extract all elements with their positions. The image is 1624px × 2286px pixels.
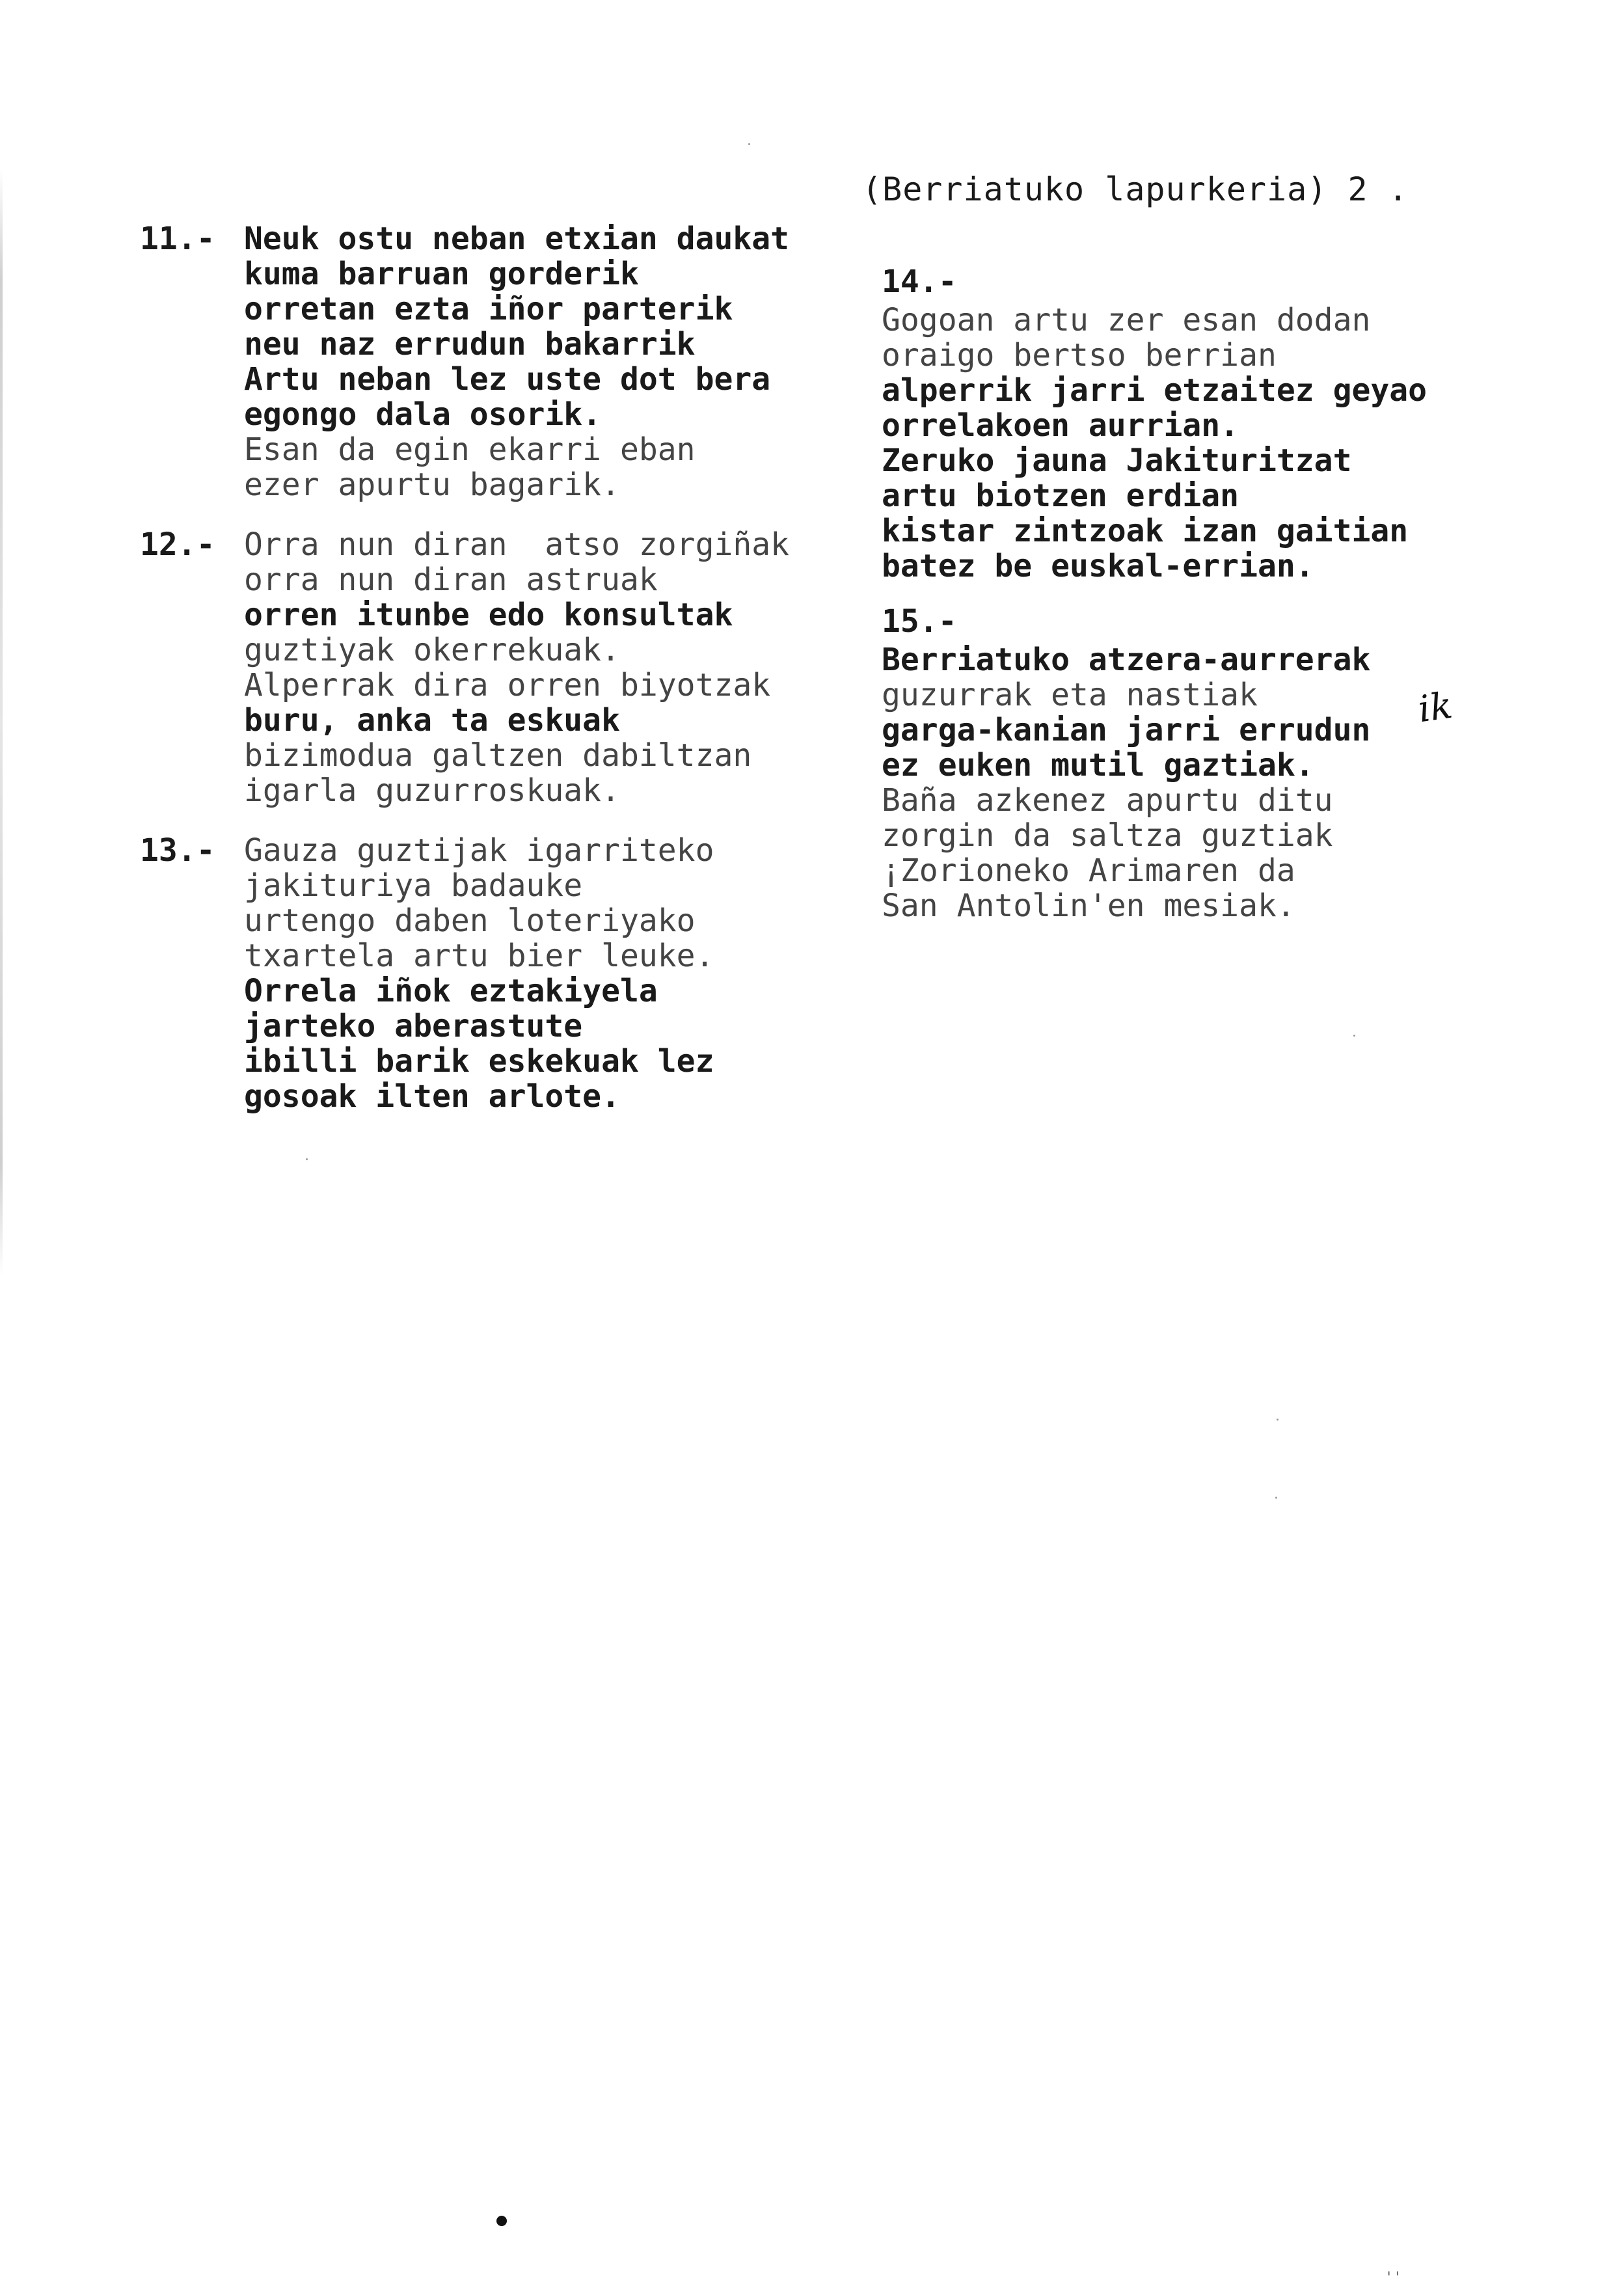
page-header: (Berriatuko lapurkeria) 2 . xyxy=(862,170,1409,208)
verse-line: artu biotzen erdian xyxy=(882,478,1239,514)
verse-line: alperrik jarri etzaitez geyao xyxy=(882,372,1428,409)
verse-line: guztiyak okerrekuak. xyxy=(244,632,620,668)
left-column xyxy=(140,221,843,1139)
verse-line: orra nun diran astruak xyxy=(244,562,658,598)
verse-line: Esan da egin ekarri eban xyxy=(244,431,696,468)
verse-line: garga-kanian jarri errudun xyxy=(882,712,1371,748)
stanza-15 xyxy=(882,603,1539,923)
paper-speck xyxy=(1277,1419,1279,1421)
verse-line: Baña azkenez apurtu ditu xyxy=(882,782,1333,819)
corner-speck: '' xyxy=(1385,2270,1402,2286)
verse-line: ezer apurtu bagarik. xyxy=(244,467,620,503)
verse-line: igarla guzurroskuak. xyxy=(244,772,620,809)
verse-line: ¡Zorioneko Arimaren da xyxy=(882,852,1295,889)
verse-line: orretan ezta iñor parterik xyxy=(244,291,733,327)
verse-line: txartela artu bier leuke. xyxy=(244,938,714,974)
paper-speck xyxy=(306,1158,308,1160)
verse-line: ibilli barik eskekuak lez xyxy=(244,1043,714,1080)
verse-line: Gauza guztijak igarriteko xyxy=(244,832,714,869)
verse-line: Neuk ostu neban etxian daukat xyxy=(244,221,790,257)
stanza-lines xyxy=(244,221,789,502)
stanza-12 xyxy=(140,527,843,808)
verse-line: jakituriya badauke xyxy=(244,867,583,904)
verse-line: kistar zintzoak izan gaitian xyxy=(882,513,1409,549)
verse-line: neu naz errudun bakarrik xyxy=(244,326,696,362)
verse-line: jarteko aberastute xyxy=(244,1008,583,1044)
verse-line: bizimodua galtzen dabiltzan xyxy=(244,737,752,774)
verse-line: Berriatuko atzera-aurrerak xyxy=(882,642,1371,678)
verse-line: Alperrak dira orren biyotzak xyxy=(244,667,771,703)
verse-line: Gogoan artu zer esan dodan xyxy=(882,302,1371,338)
stanza-lines xyxy=(882,642,1539,923)
verse-line: kuma barruan gorderik xyxy=(244,256,639,292)
verse-line: orren itunbe edo konsultak xyxy=(244,597,733,633)
verse-line: San Antolin'en mesiak. xyxy=(882,888,1295,924)
ink-dot xyxy=(496,2216,507,2226)
stanza-number: 11.- xyxy=(140,221,215,257)
verse-line: ez euken mutil gaztiak. xyxy=(882,747,1314,783)
stanza-number: 14.- xyxy=(882,264,957,300)
verse-line: Orra nun diran atso zorgiñak xyxy=(244,526,790,563)
verse-line: Orrela iñok eztakiyela xyxy=(244,973,658,1009)
right-column xyxy=(882,264,1539,943)
verse-line: oraigo bertso berrian xyxy=(882,337,1277,374)
verse-line: guzurrak eta nastiak xyxy=(882,677,1258,713)
handwritten-correction: ik xyxy=(1415,684,1455,731)
verse-line: orrelakoen aurrian. xyxy=(882,407,1239,444)
stanza-13 xyxy=(140,833,843,1114)
stanza-11 xyxy=(140,221,843,502)
verse-line: zorgin da saltza guztiak xyxy=(882,817,1333,854)
scan-edge-shadow xyxy=(0,169,3,1275)
paper-speck xyxy=(1275,1497,1277,1499)
verse-line: buru, anka ta eskuak xyxy=(244,702,620,739)
stanza-number: 15.- xyxy=(882,603,957,640)
stanza-number: 12.- xyxy=(140,526,215,563)
paper-speck xyxy=(748,143,750,145)
verse-line: gosoak ilten arlote. xyxy=(244,1078,620,1115)
stanza-lines xyxy=(882,303,1539,584)
verse-line: Zeruko jauna Jakituritzat xyxy=(882,442,1352,479)
stanza-number: 13.- xyxy=(140,832,215,869)
paper-speck xyxy=(1353,1035,1355,1037)
stanza-lines xyxy=(244,527,789,808)
verse-line: batez be euskal-errian. xyxy=(882,548,1314,584)
stanza-lines xyxy=(244,833,714,1114)
verse-line: urtengo daben loteriyako xyxy=(244,903,696,939)
stanza-14 xyxy=(882,264,1539,584)
verse-line: egongo dala osorik. xyxy=(244,396,602,433)
verse-line: Artu neban lez uste dot bera xyxy=(244,361,771,398)
